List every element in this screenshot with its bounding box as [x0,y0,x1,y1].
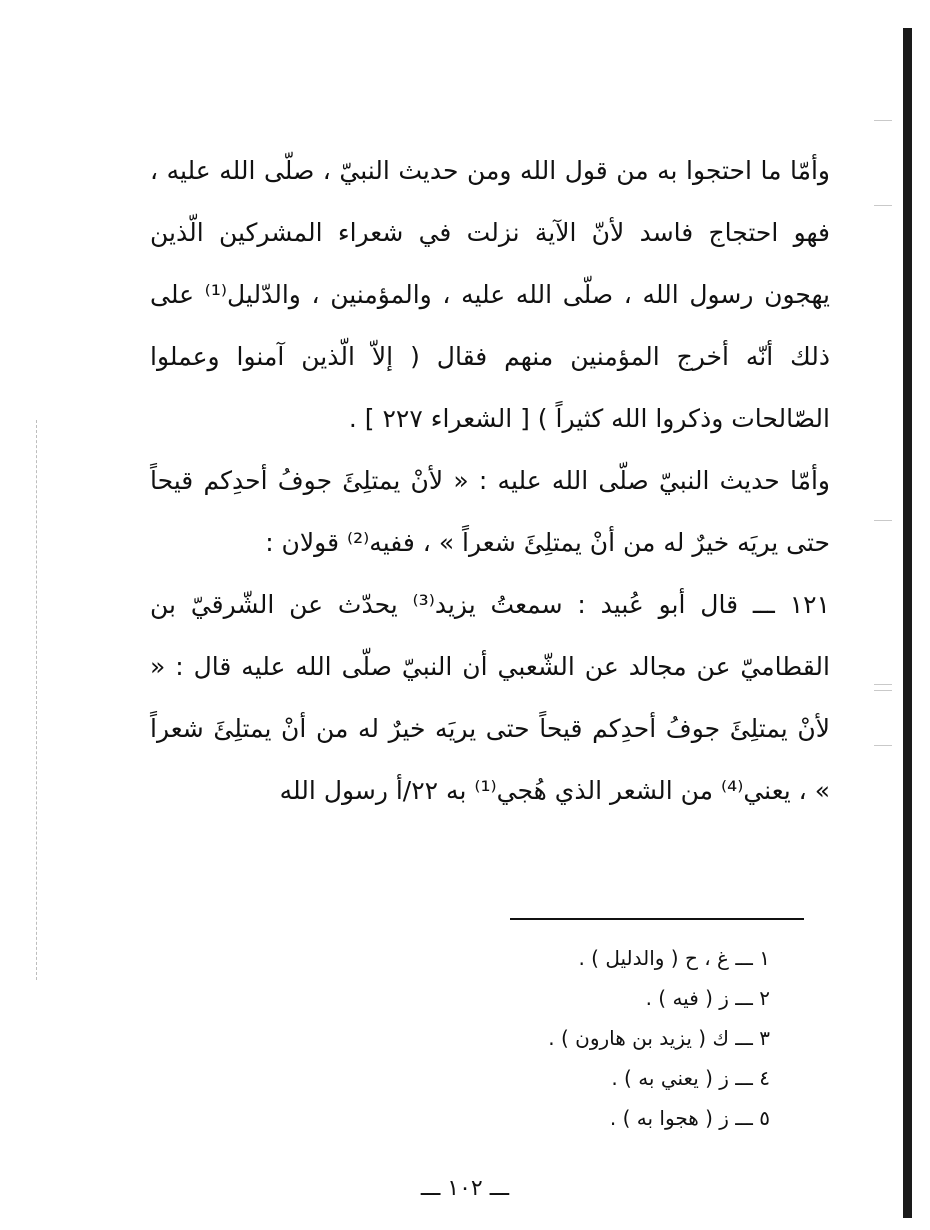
footnotes [430,938,770,1138]
scan-artifact-right [868,0,898,1230]
footnote-4: ٤ ـــ ز ( يعني به ) . [611,1066,770,1090]
footnote-divider [510,918,804,920]
footnote-2: ٢ ـــ ز ( فيه ) . [645,986,770,1010]
paragraph-1: وأمّا ما احتجوا به من قول الله ومن حديث النبيّ ، صلّى الله عليه ، فهو احتجاج فاسد لأنّ الآية نزلت في شعراء المشركين الّذين يهجون رسول الله ، صلّى الله عليه ، والمؤمنين ، والدّليل⁽¹⁾ على ذلك أنّه أخرج المؤمنين منهم فقال ( إلاّ الّذين آمنوا وعملوا الصّالحات وذكروا الله كثيراً ) [ الشعراء ٢٢٧ ] . [150,156,830,433]
footnote-3: ٣ ـــ ك ( يزيد بن هارون ) . [548,1026,770,1050]
paragraph-2: وأمّا حديث النبيّ صلّى الله عليه : « لأنْ يمتلِئَ جوفُ أحدِكم قيحاً حتى يريَه خيرٌ له من أنْ يمتلِئَ شعراً » ، ففيه⁽²⁾ قولان : [150,466,830,557]
page-number: ـــ ١٠٢ ـــ [420,1176,510,1201]
book-binding-edge [903,28,912,1218]
paragraph-3: ١٢١ ـــ قال أبو عُبيد : سمعتُ يزيد⁽³⁾ يحدّث عن الشّرقيّ بن القطاميّ عن مجالد عن الشّعبي أن النبيّ صلّى الله عليه قال : « لأنْ يمتلِئَ جوفُ أحدِكم قيحاً حتى يريَه خيرٌ له من أنْ يمتلِئَ شعراً » ، يعني⁽⁴⁾ من الشعر الذي هُجي⁽¹⁾ به ٢٢/أ رسول الله [150,590,830,805]
scan-artifact-left [36,420,41,980]
footnote-1: ١ ـــ غ ، ح ( والدليل ) . [578,946,770,970]
main-text [150,140,830,822]
footnote-5: ٥ ـــ ز ( هجوا به ) . [609,1106,770,1130]
